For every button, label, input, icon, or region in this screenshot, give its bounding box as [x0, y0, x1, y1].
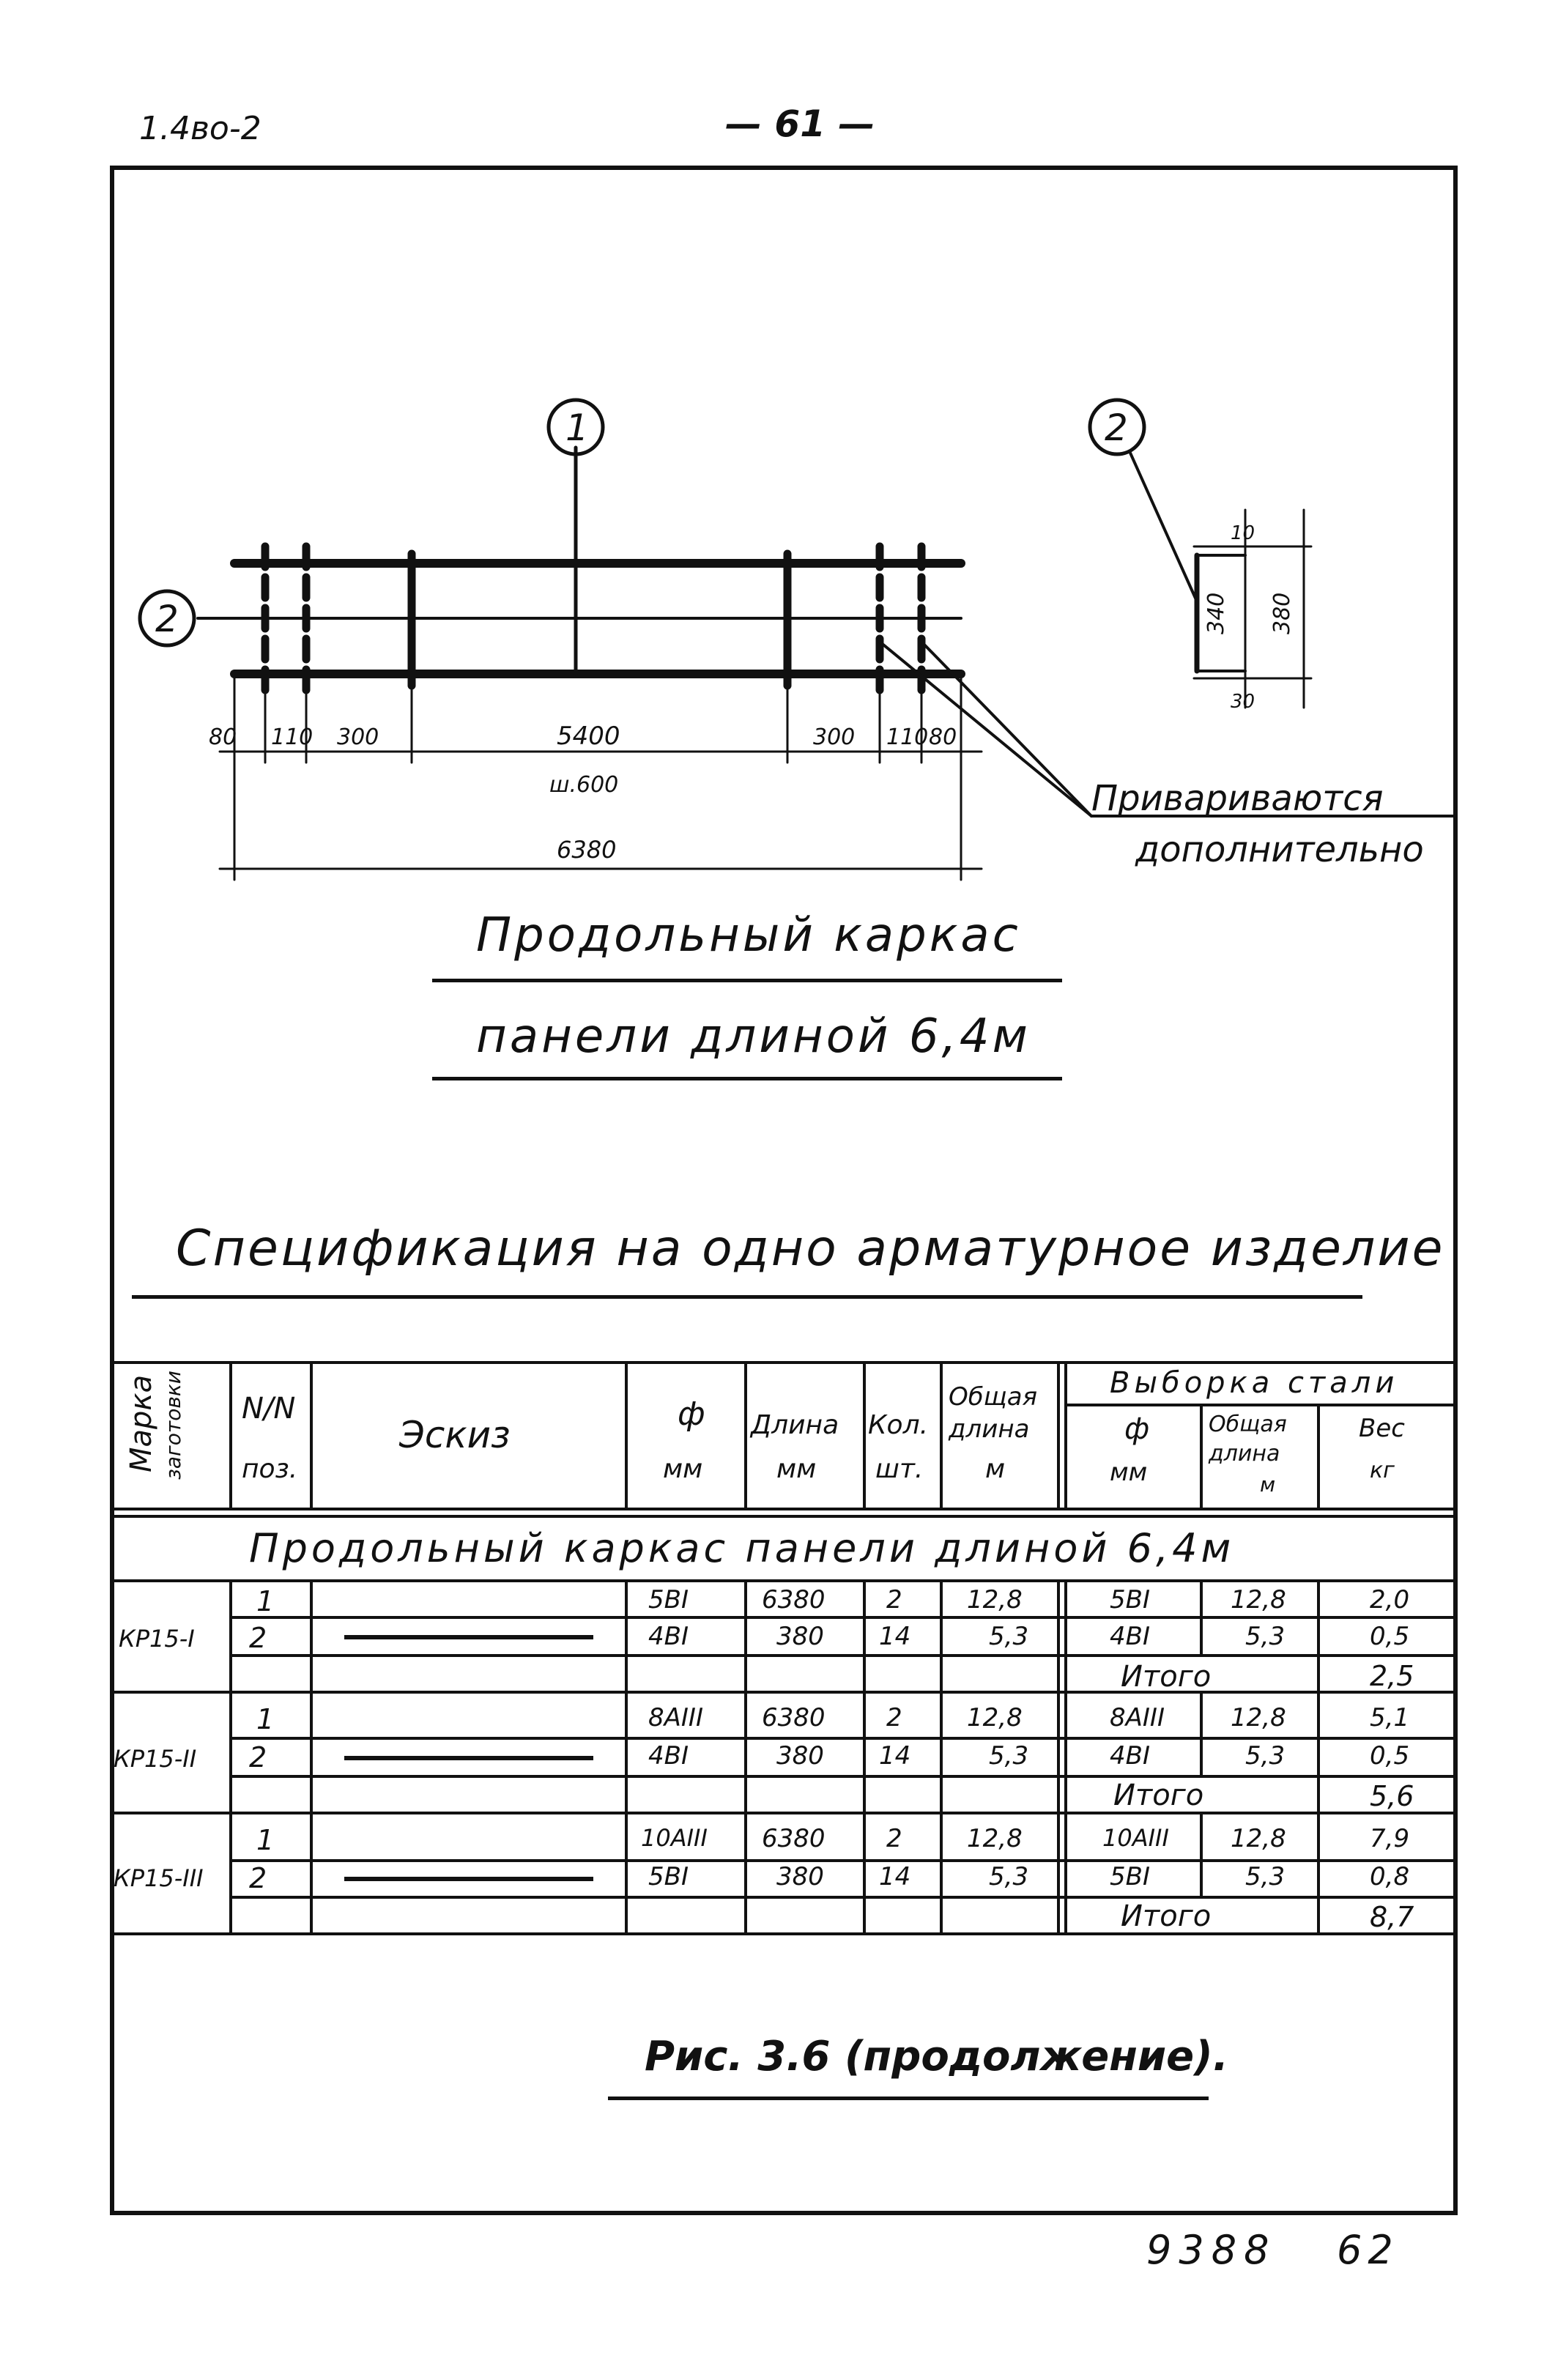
g2-r1-total: 12,8 — [967, 1703, 1023, 1732]
g1-r2-len: 380 — [776, 1622, 824, 1651]
g1-r1-s-phi: 5BI — [1110, 1585, 1150, 1615]
header-v-phi: ф — [1124, 1412, 1150, 1446]
g1-r1-len: 6380 — [762, 1585, 826, 1615]
header-phi: ф — [678, 1395, 705, 1433]
g1-r1-s-len: 12,8 — [1231, 1585, 1286, 1615]
g2-r2-qty: 14 — [879, 1741, 911, 1771]
header-v-obsh-unit: м — [1260, 1472, 1276, 1497]
g3-r2-qty: 14 — [879, 1862, 911, 1891]
callout-2-number: 2 — [155, 598, 179, 640]
dim-300-left: 300 — [337, 724, 379, 750]
dim-5400: 5400 — [557, 722, 620, 751]
header-ves-unit: кг — [1370, 1458, 1395, 1483]
g1-r1-s-w: 2,0 — [1370, 1585, 1410, 1615]
dim-overall: 6380 — [557, 836, 617, 864]
g3-total-weight: 8,7 — [1370, 1901, 1414, 1933]
spec-title: Спецификация на одно арматурное изделие — [176, 1220, 1445, 1278]
g1-r1-qty: 2 — [886, 1585, 902, 1615]
header-vyborka: Выборка стали — [1110, 1366, 1399, 1400]
weld-note-line1: Привариваются — [1091, 778, 1384, 819]
group-2-mark: КР15-II — [114, 1745, 197, 1773]
g2-r1-poz: 1 — [256, 1703, 275, 1735]
group-1-mark: КР15-I — [119, 1625, 195, 1653]
page-number: — 61 — — [725, 103, 875, 145]
g2-r2-total: 5,3 — [989, 1741, 1029, 1771]
header-marka: Марка — [125, 1374, 158, 1472]
header-zagotovki: заготовки — [161, 1371, 185, 1480]
g1-r1-phi: 5BI — [648, 1585, 689, 1615]
g1-r2-phi: 4BI — [648, 1622, 689, 1651]
header-v-obsh: Общая длина — [1209, 1412, 1287, 1467]
caption-underline — [608, 2097, 1209, 2100]
weld-note-line2: дополнительно — [1135, 829, 1424, 870]
g1-r2-poz: 2 — [249, 1622, 267, 1654]
header-poz: поз. — [242, 1454, 298, 1484]
g2-r1-s-len: 12,8 — [1231, 1703, 1286, 1732]
header-obsh-dlina: Общая длина — [949, 1382, 1038, 1444]
g3-r1-phi: 10AIII — [641, 1824, 708, 1852]
drawing-title-line2: панели длиной 6,4м — [476, 1009, 1031, 1064]
g1-r2-s-len: 5,3 — [1245, 1622, 1286, 1651]
g2-total-label: Итого — [1113, 1779, 1204, 1812]
g2-total-weight: 5,6 — [1370, 1780, 1414, 1812]
dim-10: 10 — [1231, 522, 1255, 544]
g1-r2-s-phi: 4BI — [1110, 1622, 1150, 1651]
callout-2-detail-number: 2 — [1105, 407, 1128, 449]
dim-step: ш.600 — [549, 772, 619, 798]
g1-r2-total: 5,3 — [989, 1622, 1029, 1651]
g3-r2-s-w: 0,8 — [1370, 1862, 1410, 1891]
g2-r2-len: 380 — [776, 1741, 824, 1771]
figure-caption: Рис. 3.6 (продолжение). — [645, 2033, 1228, 2080]
header-eskiz: Эскиз — [399, 1414, 511, 1456]
g3-r2-s-len: 5,3 — [1245, 1862, 1286, 1891]
stamp-number: 9388 — [1146, 2227, 1277, 2273]
spec-title-underline — [132, 1295, 1362, 1299]
dim-80-left: 80 — [209, 724, 237, 750]
dim-300-right: 300 — [813, 724, 856, 750]
title-underline-1 — [432, 979, 1062, 982]
g3-r2-poz: 2 — [249, 1862, 267, 1894]
g3-r1-s-w: 7,9 — [1370, 1824, 1410, 1853]
g3-r2-phi: 5BI — [648, 1862, 689, 1891]
dim-110-right: 110 — [886, 724, 929, 750]
g2-r1-qty: 2 — [886, 1703, 902, 1732]
header-kol-unit: шт. — [875, 1454, 924, 1484]
g2-r2-s-phi: 4BI — [1110, 1741, 1150, 1771]
header-dlina-unit: мм — [776, 1454, 817, 1484]
g2-r1-s-w: 5,1 — [1370, 1703, 1410, 1732]
dim-380: 380 — [1269, 592, 1295, 634]
g1-total-label: Итого — [1121, 1660, 1212, 1694]
header-nn: N/N — [242, 1392, 296, 1426]
drawing-title-line1: Продольный каркас — [476, 908, 1021, 963]
header-ves: Вес — [1359, 1414, 1405, 1443]
dim-80-right: 80 — [929, 724, 957, 750]
g3-r1-qty: 2 — [886, 1824, 902, 1853]
g1-total-weight: 2,5 — [1370, 1660, 1414, 1692]
header-dlina: Длина — [751, 1410, 839, 1440]
header-phi-unit: мм — [663, 1454, 703, 1484]
g3-r2-s-phi: 5BI — [1110, 1862, 1150, 1891]
g3-r1-len: 6380 — [762, 1824, 826, 1853]
group-3-mark: КР15-III — [114, 1864, 204, 1892]
document-code: 1.4во-2 — [139, 110, 261, 147]
g2-r1-phi: 8AIII — [648, 1703, 703, 1732]
table-section-title: Продольный каркас панели длиной 6,4м — [249, 1525, 1235, 1571]
header-v-phi-unit: мм — [1110, 1458, 1148, 1487]
g1-r1-poz: 1 — [256, 1585, 275, 1617]
sheet-number: 62 — [1337, 2227, 1399, 2273]
g3-r1-poz: 1 — [256, 1824, 275, 1856]
g2-r2-poz: 2 — [249, 1741, 267, 1773]
dim-110-left: 110 — [271, 724, 314, 750]
g3-r1-s-len: 12,8 — [1231, 1824, 1286, 1853]
g2-r1-len: 6380 — [762, 1703, 826, 1732]
g3-r1-s-phi: 10AIII — [1102, 1824, 1169, 1852]
g1-r1-total: 12,8 — [967, 1585, 1023, 1615]
g1-r2-qty: 14 — [879, 1622, 911, 1651]
frame-drawing — [110, 166, 1458, 1338]
g2-r2-s-w: 0,5 — [1370, 1741, 1410, 1771]
g2-r1-s-phi: 8AIII — [1110, 1703, 1165, 1732]
dim-30: 30 — [1231, 691, 1255, 713]
title-underline-2 — [432, 1077, 1062, 1080]
g3-r2-len: 380 — [776, 1862, 824, 1891]
dim-340: 340 — [1203, 592, 1229, 634]
g3-total-label: Итого — [1121, 1899, 1212, 1933]
g3-r1-total: 12,8 — [967, 1824, 1023, 1853]
g2-r2-phi: 4BI — [648, 1741, 689, 1771]
header-kol: Кол. — [868, 1410, 929, 1440]
header-obsh-dlina-unit: м — [985, 1454, 1006, 1484]
g2-r2-s-len: 5,3 — [1245, 1741, 1286, 1771]
callout-1-number: 1 — [565, 407, 589, 449]
g3-r2-total: 5,3 — [989, 1862, 1029, 1891]
g1-r2-s-w: 0,5 — [1370, 1622, 1410, 1651]
